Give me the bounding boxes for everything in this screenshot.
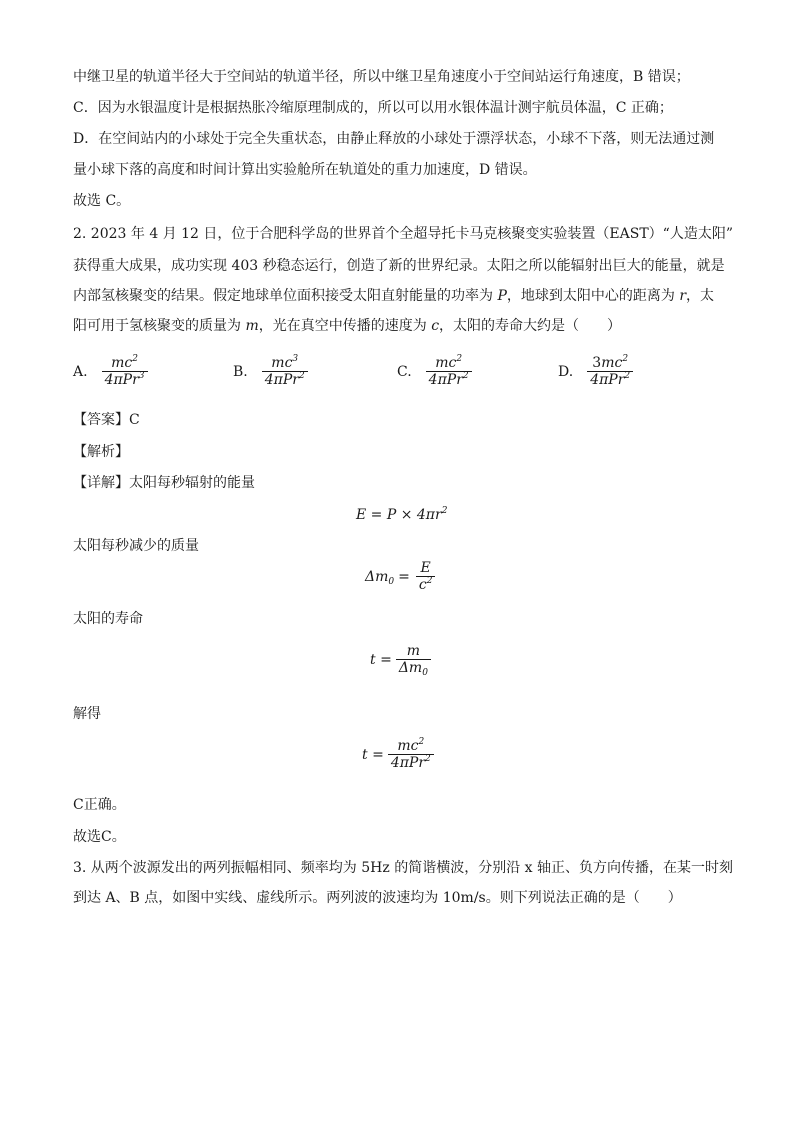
detail-line: 【详解】太阳每秒辐射的能量 — [73, 475, 255, 491]
option-a-fraction — [102, 355, 148, 388]
option-a-numerator: $mc^2$ — [111, 354, 138, 371]
answer-line: 【答案】C — [73, 412, 140, 428]
q2c-text-2: ，地球到太阳中心的距离为 — [506, 288, 680, 304]
choose-c-line: 故选C。 — [73, 829, 126, 845]
eq4-lhs: t = — [362, 746, 384, 763]
option-a-label: A. — [73, 363, 88, 380]
q2c-text-1: 内部氢核聚变的结果。假定地球单位面积接受太阳直射能量的功率为 — [73, 288, 498, 304]
option-b-denominator: 4πPr$^2$ — [262, 371, 308, 388]
option-b — [233, 355, 310, 388]
analysis-line: 【解析】 — [73, 444, 129, 460]
option-d-fraction — [587, 355, 633, 388]
line-3: D．在空间站内的小球处于完全失重状态，由静止释放的小球处于漂浮状态，小球不下落，则无法通过测 — [73, 131, 715, 147]
option-c-numerator: $mc^2$ — [435, 354, 463, 371]
q2c-var-r: r — [679, 288, 687, 304]
eq4-fraction: $\frac{mc^2}{4\pi Pr^2}$ — [388, 738, 434, 771]
line-2: C．因为水银温度计是根据热胀冷缩原理制成的，所以可以用水银体温计测宇航员体温，C 正确； — [73, 100, 673, 116]
q2d-text-2: ，光在真空中传播的速度为 — [258, 318, 432, 334]
question-2-line-2: 获得重大成果，成功实现 403 秒稳态运行，创造了新的世界纪录。太阳之所以能辐射出巨大的能量，就是 — [73, 258, 725, 274]
solve-text: 解得 — [73, 706, 101, 722]
eq2-fraction: $\frac{E}{c^2}$ — [416, 560, 436, 593]
option-d-label: D. — [558, 363, 574, 380]
q2d-var-m: m — [245, 318, 259, 334]
question-3-line-2: 到达 A、B 点，如图中实线、虚线所示。两列波的波速均为 10m/s。则下列说法正确的是（ ） — [73, 890, 682, 906]
line-5: 故选 C。 — [73, 193, 131, 209]
question-3-line-1: 3. 从两个波源发出的两列振幅相同、频率均为 5Hz 的简谐横波，分别沿 x 轴正、负方向传播，在某一时刻 — [73, 860, 733, 876]
equation-result — [362, 738, 436, 771]
equation-mass: $\Delta m_0$ = $\frac{E}{c^2}$ — [365, 560, 437, 593]
q2c-text-3: ，太 — [686, 288, 715, 304]
lifetime-text: 太阳的寿命 — [73, 611, 143, 627]
option-c-denominator: 4πPr$^2$ — [426, 371, 472, 388]
option-a — [73, 355, 150, 388]
option-b-fraction — [262, 355, 308, 388]
question-2-line-3 — [73, 286, 714, 306]
eq2-lhs: $\Delta m_0$ — [365, 568, 395, 587]
line-1: 中继卫星的轨道半径大于空间站的轨道半径，所以中继卫星角速度小于空间站运行角速度，B 错误； — [73, 69, 690, 85]
option-b-label: B. — [233, 363, 248, 380]
option-c-label: C. — [397, 363, 412, 380]
question-2-line-4 — [73, 316, 621, 336]
q2d-var-c: c — [431, 318, 440, 334]
equation-lifetime — [370, 643, 433, 676]
line-4: 量小球下落的高度和时间计算出实验舱所在轨道处的重力加速度，D 错误。 — [73, 162, 537, 178]
question-2-line-1: 2. 2023 年 4 月 12 日，位于合肥科学岛的世界首个全超导托卡马克核聚变实验装置（EAST）“人造太阳” — [73, 226, 733, 242]
option-a-denominator: 4πPr$^3$ — [102, 371, 148, 388]
option-c — [397, 355, 474, 388]
option-c-fraction — [426, 355, 472, 388]
eq3-lhs: t = — [370, 651, 392, 668]
q2c-var-p: P — [497, 288, 507, 304]
option-d — [558, 355, 635, 388]
eq3-fraction: $\frac{m}{\Delta m_0}$ — [396, 643, 431, 676]
option-d-denominator: 4πPr$^2$ — [587, 371, 633, 388]
option-b-numerator: $mc^3$ — [271, 354, 299, 371]
option-d-numerator: $3mc^2$ — [592, 354, 629, 371]
q2d-text-3: ，太阳的寿命大约是（ ） — [439, 318, 622, 334]
c-correct-line: C正确。 — [73, 797, 126, 813]
mass-decrease-text: 太阳每秒减少的质量 — [73, 538, 199, 554]
equation-energy: $E = P \times 4\pi r^2$ — [356, 506, 448, 523]
q2d-text-1: 阳可用于氢核聚变的质量为 — [73, 318, 246, 334]
option-d-coef: 3 — [592, 355, 602, 371]
